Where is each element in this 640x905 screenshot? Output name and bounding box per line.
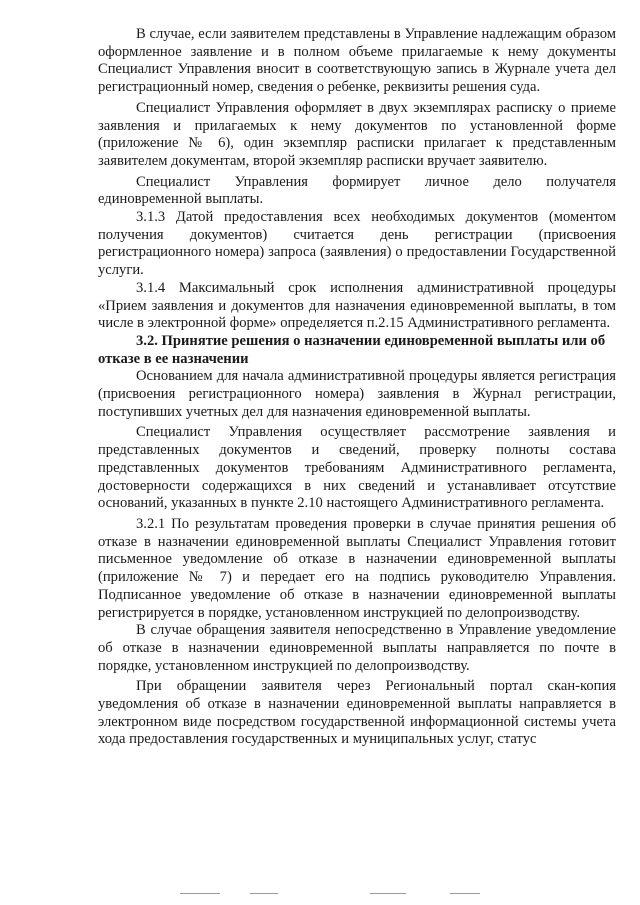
paragraph: Основанием для начала административной процедуры является регистрация (присвоения регистрационного номера) заявления в Журнал регистрации, поступивших учетных дел для назначения единовременной выплаты. [98,368,616,420]
paragraph: В случае обращения заявителя непосредственно в Управление уведомление об отказе в назначении единовременной выплаты направляется по почте в порядке, установленном инструкцией по делопроизводству. [98,622,616,674]
section-heading: 3.2. Принятие решения о назначении единовременной выплаты или об отказе в ее назначении [98,332,606,367]
paragraph: В случае, если заявителем представлены в Управление надлежащим образом оформленное заявление и в полном объеме прилагаемые к нему документы Специалист Управления вносит в соответствующую запись в Журнале учета дел регистрационный номер, сведения о ребенке, реквизиты решения суда. [98,26,616,96]
paragraph: Специалист Управления осуществляет рассмотрение заявления и представленных документов и сведений, проверку полноты состава представленных документов требованиям Административного регламента, достоверности содержащихся в них сведений и устанавливает отсутствие оснований, указанных в пункте 2.10 настоящего Административного регламента. [98,424,616,512]
paragraph: Специалист Управления формирует личное дело получателя единовременной выплаты. [98,173,616,208]
scan-artifact-marks [180,893,500,897]
paragraph: 3.1.3 Датой предоставления всех необходимых документов (моментом получения документов) считается день регистрации (присвоения регистрационного номера) запроса (заявления) о предоставлении Государственной услуги. [98,209,616,279]
document-body [98,26,616,749]
paragraph: 3.1.4 Максимальный срок исполнения административной процедуры «Прием заявления и документов для назначения единовременной выплаты, в том числе в электронной форме» определяется п.2.15 Административного регламента. [98,279,616,332]
paragraph: 3.2.1 По результатам проведения проверки в случае принятия решения об отказе в назначении единовременной выплаты Специалист Управления готовит письменное уведомление об отказе в назначении единовременной выплаты (приложение № 7) и передает его на подпись руководителю Управления. Подписанное уведомление об отказе в назначении единовременной выплаты регистрируется в порядке, установленном инструкцией по делопроизводству. [98,515,616,621]
paragraph: Специалист Управления оформляет в двух экземплярах расписку о приеме заявления и прилагаемых к нему документов по установленной форме (приложение № 6), один экземпляр расписки прилагает к представленным заявителем документам, второй экземпляр расписки вручает заявителю. [98,99,616,169]
paragraph: При обращении заявителя через Региональный портал скан-копия уведомления об отказе в назначении единовременной выплаты направляется в электронном виде посредством государственной информационной системы учета хода предоставления государственных и муниципальных услуг, статус [98,678,616,748]
